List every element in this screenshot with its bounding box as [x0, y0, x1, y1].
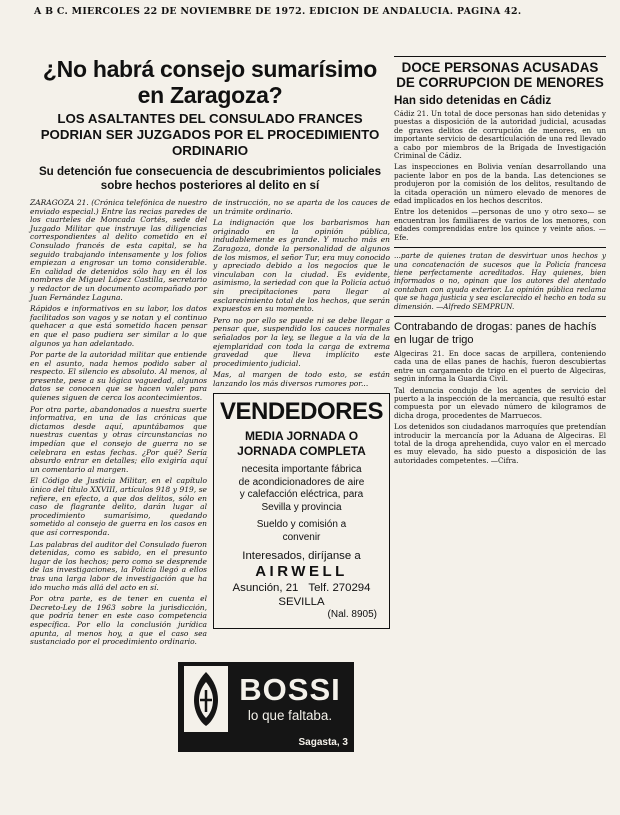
right-paragraph: Cádiz 21. Un total de doce personas han sido detenidas y puestas a disposición de la autoridad judicial, acusadas de graves delitos de corrupción de menores, en un importante servicio de desarticulación de una red llevado a cabo por miembros de la Brigada de Investigación Criminal de Cádiz. — [394, 109, 606, 161]
article-column-2 — [213, 199, 390, 650]
right-paragraph: Tal denuncia condujo de los agentes de servicio del puerto a la inspección de la mercancía, que resultó estar compuesta por un elevado número de kilogramos de dicha droga, procedentes de Marruecos. — [394, 385, 606, 420]
bossi-brand: BOSSI — [239, 671, 341, 707]
article-paragraph: Por parte de la autoridad militar que entiende en el asunto, nada hemos podido saber al respecto. El silencio es absoluto. Al menos, al presente, pese a su lógica vaguedad, algunos datos se conocen que se hacen valer para quienes siguen de cerca los acontecimientos. — [30, 350, 207, 403]
article-paragraph: Rápidos e informativos en su labor, los datos facilitados son vagos y se notan y el continuo quehacer a que está sometido hacen pensar en que el paso pudiera ser similar a lo que algunos ya han adelantado. — [30, 304, 207, 348]
ad-line: necesita importante fábrica — [241, 464, 362, 476]
right-paragraph: Algeciras 21. En doce sacas de arpillera, conteniendo cada una de ellas panes de hachís, fueron descubiertas entre un cargamento de trigo en el puerto de Algeciras, según informa la Guardia Civil. — [394, 348, 606, 384]
right-paragraph: Entre los detenidos —personas de uno y otro sexo— se encuentran los familiares de varios de los menores, con edades comprendidas entre los quince y veinte años. —Efe. — [394, 207, 606, 242]
article-paragraph: Por otra parte, abandonados a nuestra suerte informativa, en una de las crónicas que dictamos desde aquí, apuntábamos que nuestras cuentas y otras circunstancias no impedían que el consejo de guerra no se celebrara en estas fechas. ¿Por qué? Sería absurdo entrar en detalles; ello exigiría aquí un comentario al margen. — [30, 404, 207, 474]
ad-phone: Telf. 270294 — [308, 582, 371, 595]
page-header: A B C. MIERCOLES 22 DE NOVIEMBRE DE 1972. EDICION DE ANDALUCIA. PAGINA 42. — [34, 6, 522, 17]
article-paragraph: ZARAGOZA 21. (Crónica telefónica de nuestro enviado especial.) Entre las recias paredes de los cuarteles de Moncada Cortés, sede del Juzgado Militar que instruye las diligencias correspondientes al delito cometido en el Consulado francés de esta capital, se ha seguido trabajando intensamente y los folios empiezan a engrosar un tomo considerable. En calidad de detenidos sólo hay en él los nombres de Miguel López Castilla, secretario y redactor de un documento acompañado por Juan Fernández Laguna. — [30, 198, 207, 302]
article-paragraph: La indignación que los barbarismos han originado en la opinión pública, indudablemente es grande. Y mucho más en Zaragoza, donde la personalidad de algunos de los mismos, el señor Tur, era muy conocido y apreciado debido a los negocios que le vinculaban con la ciudad. Es evidente, asimismo, la seriedad con que la Policía actuó sin precipitaciones para llegar al esclarecimiento total de los hechos, que serán expuestos en su momento. — [213, 218, 390, 314]
article-paragraph: Por otra parte, es de tener en cuenta el Decreto-Ley de 1963 sobre la jurisdicción, que podría tener en este caso competencia específica. Por ello la conclusión jurídica apunta, al menos hoy, a que el caso sea sustanciado por el procedimiento ordinario. — [30, 594, 207, 647]
main-article — [30, 56, 390, 752]
article-column-1 — [30, 199, 207, 650]
right-headline: DOCE PERSONAS ACUSADAS DE CORRUPCION DE MENORES — [394, 56, 606, 90]
main-headline: ¿No habrá consejo sumarísimo en Zaragoza? — [42, 56, 378, 108]
ad-city: SEVILLA — [278, 596, 325, 609]
right-paragraph: Las inspecciones en Bolivia venían desarrollando una paciente labor en pos de la banda. Las detenciones se produjeron por la comisión de los delitos, resultando de la citada operación un número elevado de menores de edad implicados en los hechos descritos. — [394, 162, 606, 206]
column-divider — [394, 247, 606, 248]
main-subdeck: Su detención fue consecuencia de descubrimientos policiales sobre hechos posteriores al delito en sí — [38, 165, 382, 192]
vendedores-ad — [213, 393, 390, 629]
main-deck: LOS ASALTANTES DEL CONSULADO FRANCES PODRIAN SER JUZGADOS POR EL PROCEDIMIENTO ORDINARIO — [40, 111, 380, 158]
article-paragraph: Las palabras del auditor del Consulado fueron detenidas, como es sabido, en el presunto lugar de los hechos; pero como se desprende de las investigaciones, la Policía llegó a ellos tras una larga labor de investigación que ha ido mucho más allá del acto en sí. — [30, 539, 207, 592]
ad-line: y calefacción eléctrica, para — [239, 489, 364, 501]
bossi-ad — [178, 662, 354, 752]
bottle-logo-icon — [184, 666, 228, 732]
continuation-paragraph: ...parte de quienes tratan de desvirtuar unos hechos y una concatenación de sucesos que la Policía francesa tiene perfectamente acreditados. Hay quienes, bien informados o no, opinan que los autores del atentado contaban con ayuda exterior. La opinión pública reclama que se haga justicia y sea esclarecido el hecho en toda su dimensión. —Alfredo SEMPRUN. — [394, 251, 606, 311]
ad-line: JORNADA COMPLETA — [237, 444, 366, 459]
article-body — [30, 199, 390, 650]
right-column — [394, 56, 606, 468]
ad-address: Asunción, 21 — [232, 582, 299, 595]
right-paragraph: Los detenidos son ciudadanos marroquíes que pretendían introducir la mercancía por la Aduana de Algeciras. El total de la droga aprehendida, cuyo valor en el mercado es muy elevado, ha sido puesto a disposición de las autoridades competentes. —Cifra. — [394, 422, 606, 465]
ad-line: convenir — [282, 531, 321, 543]
article-paragraph: El Código de Justicia Militar, en el capítulo único del título XXVIII, artículos 918 y 919, se refiere, en efecto, a que dos delitos, sólo en caso de flagrante delito, darán lugar al procedimiento sumarísimo, quedando sometido al consejo de guerra en los casos en que así corresponda. — [30, 476, 207, 537]
article-paragraph: de instrucción, no se aparta de los cauces de un trámite ordinario. — [213, 198, 390, 216]
ad-title: VENDEDORES — [219, 398, 384, 426]
article-paragraph: Mas, al margen de todo esto, se están lanzando los más diversos rumores por... — [213, 370, 390, 388]
right-subhead: Han sido detenidas en Cádiz — [394, 94, 552, 107]
ad-line: MEDIA JORNADA O — [244, 429, 359, 444]
drug-headline: Contrabando de drogas: panes de hachís en lugar de trigo — [394, 320, 597, 346]
ad-line: Sevilla y provincia — [261, 501, 342, 513]
ad-line: de acondicionadores de aire — [238, 476, 365, 488]
bossi-tagline: lo que faltaba. — [247, 707, 333, 723]
article-paragraph: Pero no por ello se puede ni se debe llegar a pensar que, suspendido los cauces normales señalados por la ley, se llegue a la vía de la ejemplaridad con toda la carga de extrema gravedad que lleva implícito este procedimiento judicial. — [213, 315, 390, 368]
ad-line: Interesados, diríjanse a — [242, 550, 361, 563]
ad-ref: (Nal. 8905) — [327, 609, 377, 621]
ad-brand: AIRWELL — [255, 563, 348, 581]
column-divider — [394, 316, 606, 317]
ad-line: Sueldo y comisión a — [256, 519, 347, 531]
bossi-address: Sagasta, 3 — [298, 736, 348, 748]
